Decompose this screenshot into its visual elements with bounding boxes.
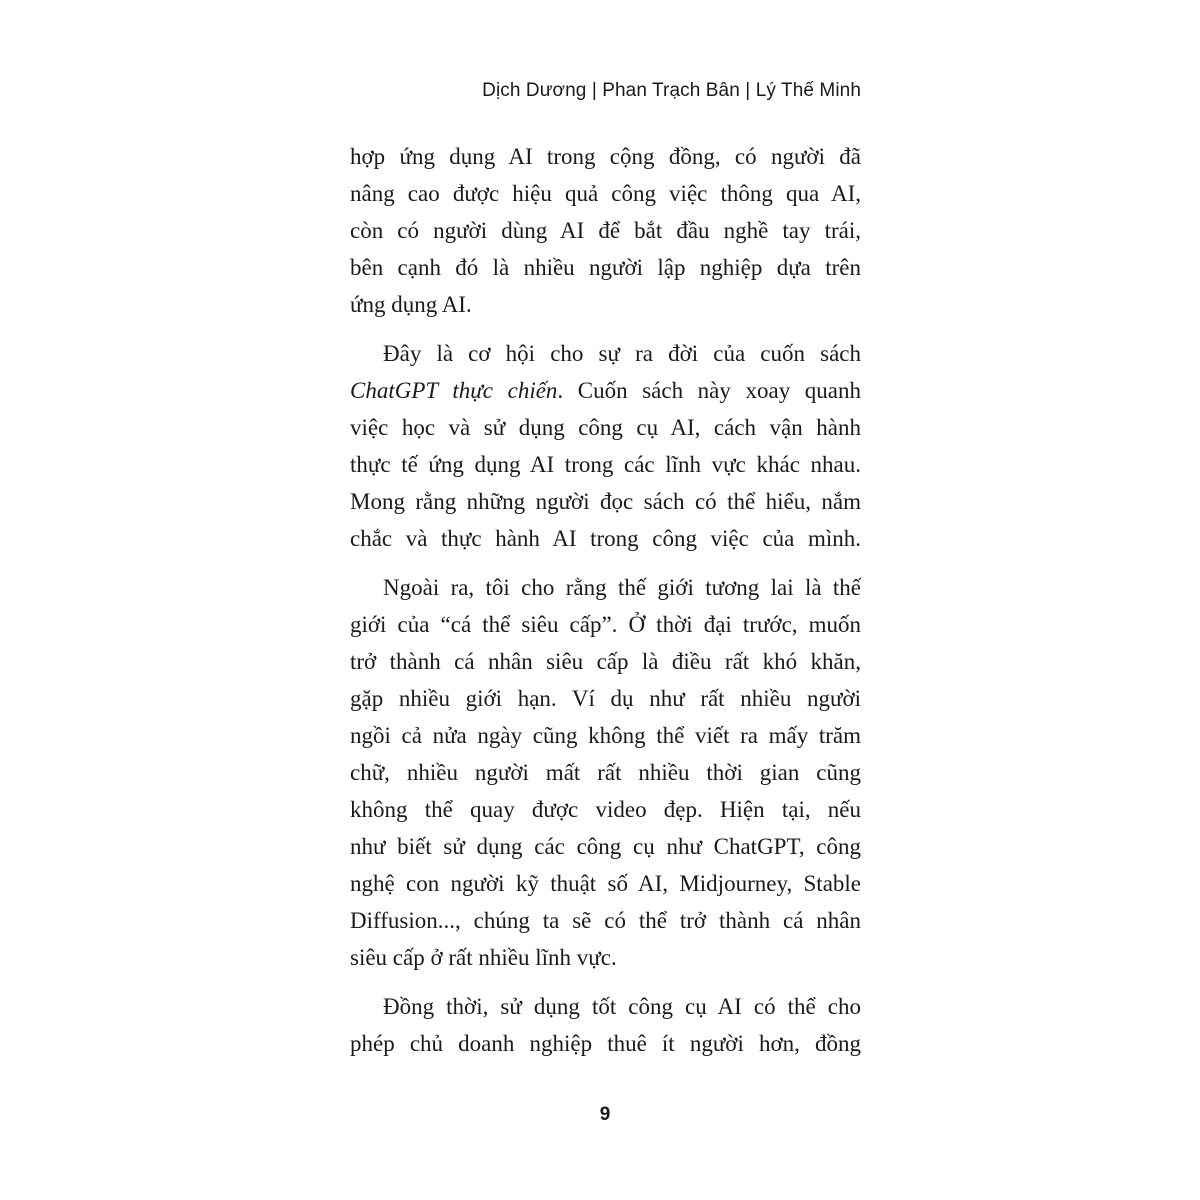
text-segment: Ngoài ra, tôi cho rằng thế giới tương lai là thế: [383, 575, 861, 600]
page-number: 9: [599, 1104, 611, 1125]
text-segment: ngồi cả nửa ngày cũng không thể viết ra mấy trăm: [350, 723, 861, 748]
text-segment: trở thành cá nhân siêu cấp là điều rất khó khăn,: [350, 649, 861, 674]
text-segment: thực tế ứng dụng AI trong các lĩnh vực khác nhau.: [350, 452, 861, 477]
paragraph: [350, 335, 861, 557]
text-segment: nâng cao được hiệu quả công việc thông qua AI,: [350, 181, 861, 206]
text-segment: Mong rằng những người đọc sách có thể hiểu, nắm: [350, 489, 861, 514]
body-text: [350, 138, 861, 1062]
text-segment: nghệ con người kỹ thuật số AI, Midjourney, Stable: [350, 871, 861, 896]
text-line: [350, 828, 861, 865]
text-segment: việc học và sử dụng công cụ AI, cách vận hành: [350, 415, 861, 440]
text-line: [350, 335, 861, 372]
italic-book-title: ChatGPT thực chiến: [350, 378, 558, 403]
paragraph-gap: [350, 557, 861, 569]
text-line: [350, 520, 861, 557]
text-line: [350, 175, 861, 212]
text-segment: Diffusion..., chúng ta sẽ có thể trở thành cá nhân: [350, 908, 861, 933]
text-segment: bên cạnh đó là nhiều người lập nghiệp dựa trên: [350, 255, 861, 280]
text-segment: Đồng thời, sử dụng tốt công cụ AI có thể cho: [383, 994, 861, 1019]
text-segment: chắc và thực hành AI trong công việc của mình.: [350, 526, 861, 551]
text-line: [350, 865, 861, 902]
text-line: [350, 286, 861, 323]
text-line: [350, 902, 861, 939]
text-line: [350, 680, 861, 717]
paragraph: [350, 138, 861, 323]
text-segment: siêu cấp ở rất nhiều lĩnh vực.: [350, 945, 617, 970]
text-line: [350, 939, 861, 976]
text-line: [350, 791, 861, 828]
text-line: [350, 606, 861, 643]
text-segment: ứng dụng AI.: [350, 292, 472, 317]
text-segment: gặp nhiều giới hạn. Ví dụ như rất nhiều người: [350, 686, 861, 711]
text-line: [350, 754, 861, 791]
text-line: [350, 249, 861, 286]
text-segment: hợp ứng dụng AI trong cộng đồng, có người đã: [350, 144, 861, 169]
text-segment: Đây là cơ hội cho sự ra đời của cuốn sách: [383, 341, 861, 366]
text-line: [350, 212, 861, 249]
paragraph-gap: [350, 976, 861, 988]
text-segment: chữ, nhiều người mất rất nhiều thời gian cũng: [350, 760, 861, 785]
text-line: [350, 643, 861, 680]
text-segment: phép chủ doanh nghiệp thuê ít người hơn, đồng: [350, 1031, 861, 1056]
text-line: [350, 138, 861, 175]
text-line: [350, 409, 861, 446]
text-segment: giới của “cá thể siêu cấp”. Ở thời đại trước, muốn: [350, 612, 861, 637]
text-line: [350, 446, 861, 483]
paragraph: [350, 988, 861, 1062]
text-segment: còn có người dùng AI để bắt đầu nghề tay trái,: [350, 218, 861, 243]
paragraph: [350, 569, 861, 976]
text-line: [350, 717, 861, 754]
text-segment: như biết sử dụng các công cụ như ChatGPT, công: [350, 834, 861, 859]
text-segment: không thể quay được video đẹp. Hiện tại, nếu: [350, 797, 861, 822]
text-line: [350, 483, 861, 520]
text-segment: . Cuốn sách này xoay quanh: [557, 378, 861, 403]
text-line: [350, 569, 861, 606]
text-line: [350, 372, 861, 409]
text-line: [350, 988, 861, 1025]
running-header-authors: Dịch Dương | Phan Trạch Bân | Lý Thế Minh: [482, 80, 861, 101]
text-line: [350, 1025, 861, 1062]
paragraph-gap: [350, 323, 861, 335]
